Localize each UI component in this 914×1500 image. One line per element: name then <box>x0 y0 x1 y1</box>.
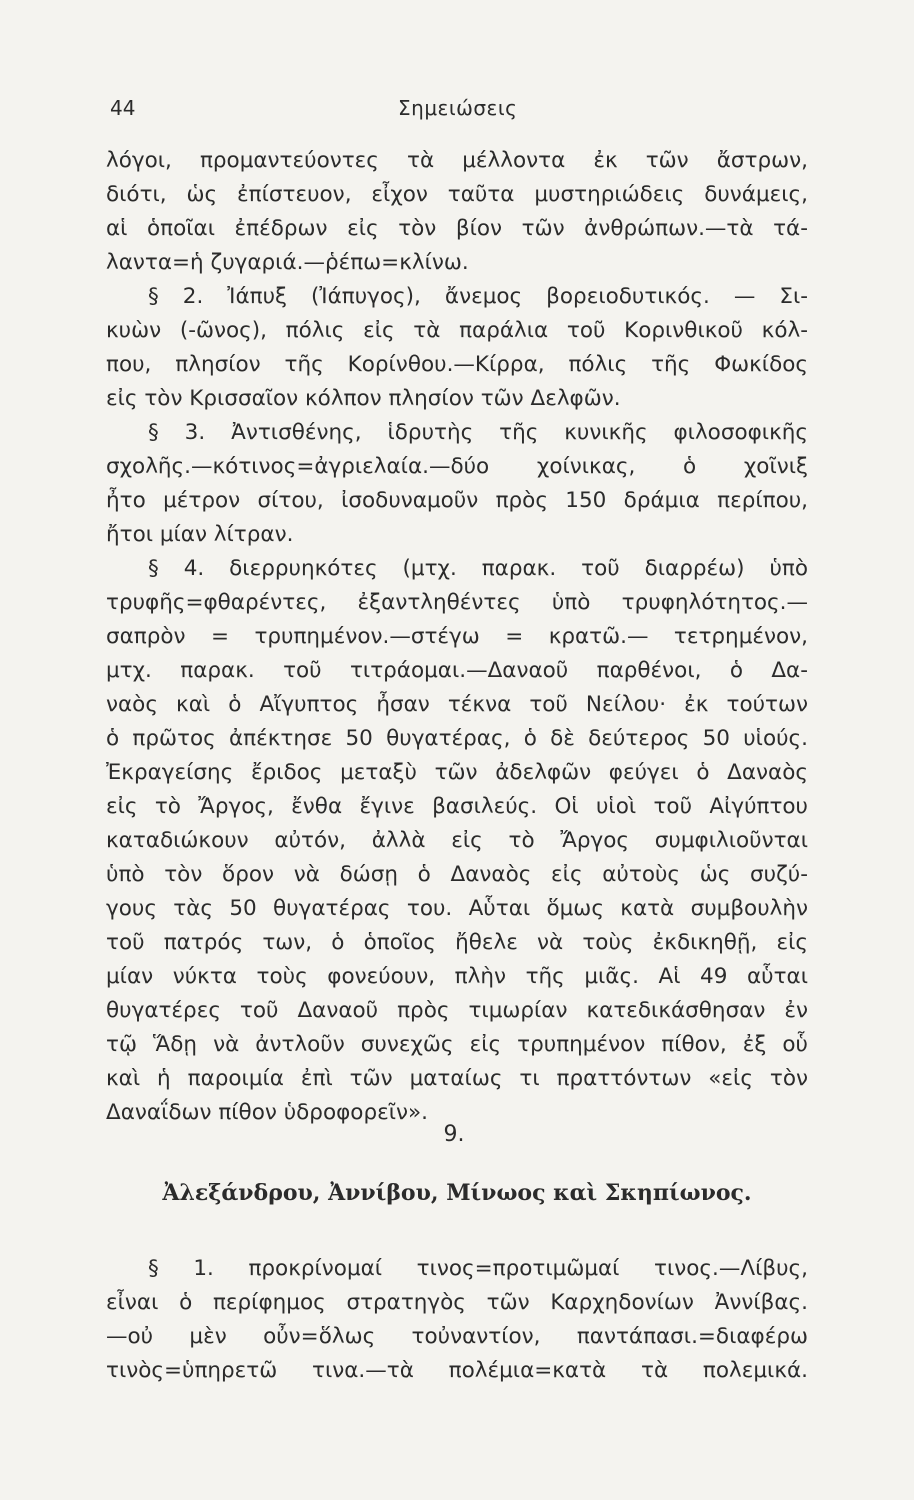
text-line: διότι, ὡς ἐπίστευον, εἶχον ταῦτα μυστηριώδεις δυνάμεις, <box>106 182 808 207</box>
running-head: Σημειώσεις <box>398 96 518 120</box>
text-line: τρυφῆς=φθαρέντες, ἐξαντληθέντες ὑπὸ τρυφηλότητος.— <box>106 590 808 615</box>
text-line: γους τὰς 50 θυγατέρας του. Αὗται ὅμως κατὰ συμβουλὴν <box>106 896 808 921</box>
text-line: εἶναι ὁ περίφημος στρατηγὸς τῶν Καρχηδονίων Ἀννίβας. <box>106 1290 808 1315</box>
text-line: εἰς τὸν Κρισσαῖον κόλπον πλησίον τῶν Δελφῶν. <box>106 386 621 411</box>
text-line: τῷ Ἅδῃ νὰ ἀντλοῦν συνεχῶς εἰς τρυπημένον πίθον, ἐξ οὗ <box>106 1032 808 1057</box>
page-number: 44 <box>110 96 136 120</box>
text-line: λαντα=ἡ ζυγαριά.—ῥέπω=κλίνω. <box>106 250 469 275</box>
text-line: εἰς τὸ Ἄργος, ἔνθα ἔγινε βασιλεύς. Οἱ υἱοὶ τοῦ Αἰγύπτου <box>106 794 808 819</box>
text-line: καταδιώκουν αὐτόν, ἀλλὰ εἰς τὸ Ἄργος συμφιλιοῦνται <box>106 828 808 853</box>
text-line: Ἐκραγείσης ἔριδος μεταξὺ τῶν ἀδελφῶν φεύγει ὁ Δαναὸς <box>106 760 808 785</box>
text-line: ναὸς καὶ ὁ Αἴγυπτος ἦσαν τέκνα τοῦ Νείλου· ἐκ τούτων <box>106 692 808 717</box>
text-line: ὑπὸ τὸν ὅρον νὰ δώσῃ ὁ Δαναὸς εἰς αὐτοὺς ὡς συζύ- <box>106 862 808 887</box>
text-line: λόγοι, προμαντεύοντες τὰ μέλλοντα ἐκ τῶν ἄστρων, <box>106 148 808 173</box>
text-line: ὁ πρῶτος ἀπέκτησε 50 θυγατέρας, ὁ δὲ δεύτερος 50 υἱούς. <box>106 726 808 751</box>
text-line: μτχ. παρακ. τοῦ τιτράομαι.—Δαναοῦ παρθένοι, ὁ Δα- <box>106 658 808 683</box>
text-line: § 2. Ἰάπυξ (Ἰάπυγος), ἄνεμος βορειοδυτικός. — Σι- <box>148 284 808 309</box>
text-line: τοῦ πατρός των, ὁ ὁποῖος ἤθελε νὰ τοὺς ἐκδικηθῇ, εἰς <box>106 930 808 955</box>
section-title: Ἀλεξάνδρου, Ἀννίβου, Μίνωος καὶ Σκηπίωνος. <box>162 1180 752 1206</box>
section-number <box>0 1122 914 1147</box>
text-line: κυὼν (-ῶνος), πόλις εἰς τὰ παράλια τοῦ Κορινθικοῦ κόλ- <box>106 318 808 343</box>
text-line: σαπρὸν = τρυπημένον.—στέγω = κρατῶ.— τετρημένον, <box>106 624 808 649</box>
text-line: § 3. Ἀντισθένης, ἱδρυτὴς τῆς κυνικῆς φιλοσοφικῆς <box>148 420 808 445</box>
text-line: ἦτο μέτρον σίτου, ἰσοδυναμοῦν πρὸς 150 δράμια περίπου, <box>106 488 808 513</box>
text-line: —οὐ μὲν οὖν=ὅλως τοὐναντίον, παντάπασι.=διαφέρω <box>106 1324 808 1349</box>
text-line: καὶ ἡ παροιμία ἐπὶ τῶν ματαίως τι πραττόντων «εἰς τὸν <box>106 1066 808 1091</box>
text-line: Δαναΐδων πίθον ὑδροφορεῖν». <box>106 1100 428 1125</box>
text-line: τινὸς=ὑπηρετῶ τινα.—τὰ πολέμια=κατὰ τὰ πολεμικά. <box>106 1358 808 1383</box>
text-line: μίαν νύκτα τοὺς φονεύουν, πλὴν τῆς μιᾶς. Αἱ 49 αὗται <box>106 964 808 989</box>
text-line: που, πλησίον τῆς Κορίνθου.—Κίρρα, πόλις τῆς Φωκίδος <box>106 352 808 377</box>
text-line: § 4. διερρυηκότες (μτχ. παρακ. τοῦ διαρρέω) ὑπὸ <box>148 556 808 581</box>
text-line: θυγατέρες τοῦ Δαναοῦ πρὸς τιμωρίαν κατεδικάσθησαν ἐν <box>106 998 808 1023</box>
text-line: αἱ ὁποῖαι ἐπέδρων εἰς τὸν βίον τῶν ἀνθρώπων.—τὰ τά- <box>106 216 808 241</box>
text-line: § 1. προκρίνομαί τινος=προτιμῶμαί τινος.—Λίβυς, <box>148 1256 808 1281</box>
text-line: ἤτοι μίαν λίτραν. <box>106 522 294 547</box>
text-line: σχολῆς.—κότινος=ἀγριελαία.—δύο χοίνικας, ὁ χοῖνιξ <box>106 454 808 479</box>
section-number-text: 9. <box>443 1122 465 1147</box>
